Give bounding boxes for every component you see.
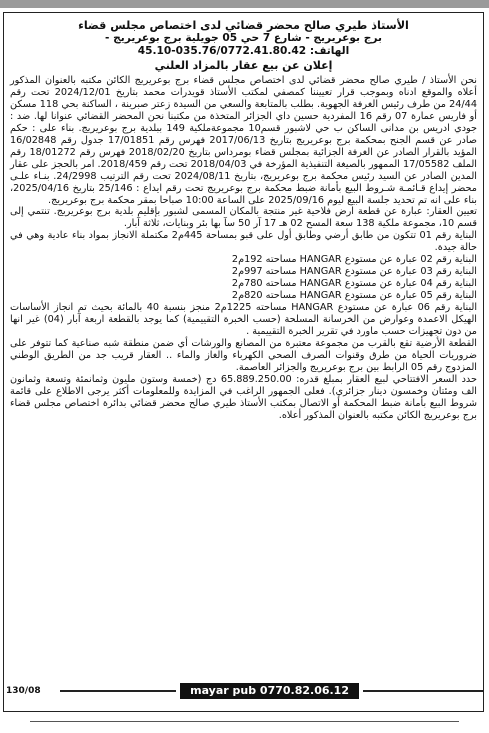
paragraph-price: حدد السعر الافتتاحي لبيع العقار بمبلغ قدره: 65.889.250.00 دج (خمسة وستون مليون وثمانمئة وتسعة وثمانون الف ومئتان وخمسون دينار جزائري). فعلى الجمهور الراغب في المزايدة وللمعلومات أكثر يرجى الاطلاع على قائمة شروط البيع بأمانة ضبط المحكمة أو الاتصال بمكتب الأستاذ طيري صالح محضر قضائي بدائرة اختصاص مجلس قضاء برج بوعريريج الكائن مكتبه بالعنوان المذكور أعلاه. <box>10 373 477 421</box>
bottom-rule <box>30 721 459 722</box>
footer-divider-right <box>363 690 483 692</box>
footer-divider <box>60 690 176 692</box>
notice-title: إعلان عن بيع عقار بالمزاد العلني <box>154 59 333 72</box>
top-bar <box>0 0 489 8</box>
paragraph-building-5: البناية رقم 05 عبارة عن مستودع HANGAR مساحته 820م2 <box>231 290 477 302</box>
reference-number: 130/08 <box>6 686 41 696</box>
paragraph-property: تعيين العقار: عبارة عن قطعة ارض فلاحية غير منتجة بالمكان المسمى لشبور بإقليم بلدية برج بوعريريج. تنتمي إلى قسم 10، مجموعة ملكية 138 سعة المسح 02 هـ 17 آر 50 سآ بها بئر وبنايات، ثلاثة آبار. <box>10 206 477 230</box>
paragraph-intro: نحن الأستاذ / طيري صالح محضر قضائي لدى اختصاص مجلس قضاء برج بوعريريج الكائن مكتبه بالعنوان المذكور أعلاه والموقع ادناه وبموجب قرار تعييننا كمصفي لمكتب الأستاذ قويدرات محمد بتاريخ 2024/12/01 تحت رقم 24/44 من طرف رئيس الغرفة الجهوية. بطلب بالمتابعة والسعي من السيدة زعتر صبرينة ، الساكنة بحي 118 مسكن أو فاريس عمارة 07 رقم 16 المفردية حسين داي الجزائر المتخذة من مكتبنا نحن المحضر القضائي عنوانا لها. ضد : جودي ادريس بن مدانى الساكن ب حي لاشبور قسم10 مجموعةملكية 149 ببلدية برج بوعريريج. بناء على : حكم صادر عن قسم الجنح بمحكمة برج بوعريريج بتاريخ 2017/06/13 فهرس رقم 17/01851 جدول رقم 16/02848 المؤيد بالقرار الصادر عن الغرفة الجزائية بمجلس قضاء بومرداس بتاريخ 2018/02/20 فهرس رقم 18/01272 رقم الملف 17/05582 الممهور بالصيغة التنفيذية المؤرخة في 2018/04/03 تحت رقم 2018/459. امر بالحجز على عقار المدين الصادر عن السيد رئيس محكمة برج بوعريريج، بتاريخ 2024/08/11 تحت رقم الترتيب 24/2998. بنـاء علـى محضر إيداع قـائمـة شـروط البيع بأمانة ضبط محكمة برج بوعريريج تحت رقم ايداع : 25/146 بتاريخ 2025/04/16، بناء على انه تم تحديد جلسة البيع ليوم 2025/09/16 على الساعة 10:00 صباحا بمقر محكمة برج بوعريريج. <box>10 75 478 206</box>
header-line-2: برج بوعريريج - شارع 7 حي 05 جويلية برج بوعريريج - <box>105 32 382 44</box>
notice-frame <box>3 12 484 712</box>
paragraph-building-1: البناية رقم 01 تتكون من طابق أرضي وطابق أول على قبو بمساحة 445م2 مكتملة الانجاز بمواد بناء عادية وهي في حالة جيدة. <box>10 230 477 254</box>
paragraph-building-6: البناية رقم 06 عبارة عن مستودع HANGAR مساحته 1225م2 منجز بنسبة 40 بالمائة بحيث تم انجاز الأساسات الهيكل الاعمدة وعوارض من الخرسانة المسلحة (حسب الخبرة التقييمية) كما يوجد بالقطعة اربعة آبار (04) غير انها من دون تجهيزات حسب ماورد في تقرير الخبرة التقييمية . <box>10 302 478 338</box>
phone-label: الهاتف: <box>309 45 350 57</box>
footer <box>6 683 483 699</box>
phone-value: 45.10-035.76/0772.41.80.42 <box>137 45 307 57</box>
header-line-1: الأستاذ طيري صالح محضر قضائي لدى اختصاص مجلس قضاء <box>78 19 409 32</box>
paragraph-building-3: البناية رقم 03 عبارة عن مستودع HANGAR مساحته 997م2 <box>231 266 477 278</box>
notice-header <box>10 19 477 72</box>
paragraph-location: القطعة الأرضية تقع بالقرب من مجموعة معتبرة من المصانع والورشات أي ضمن منطقة شبه صناعية كما تتوفر على ضروريات الحياة من طرق وقنوات الصرف الصحي الكهرباء والغاز والماء .. العقار قريب جد من الطريق الوطني المزدوج رقم 05 الرابط بين برج بوعريريج والجزائر العاصمة. <box>10 337 477 373</box>
paragraph-building-4: البناية رقم 04 عبارة عن مستودع HANGAR مساحته 780م2 <box>231 278 477 290</box>
paragraph-building-2: البناية رقم 02 عبارة عن مستودع HANGAR مساحته 192م2 <box>231 254 477 266</box>
publisher-badge: mayar pub 0770.82.06.12 <box>180 683 359 699</box>
notice-body <box>10 75 477 422</box>
header-phone <box>10 45 477 58</box>
